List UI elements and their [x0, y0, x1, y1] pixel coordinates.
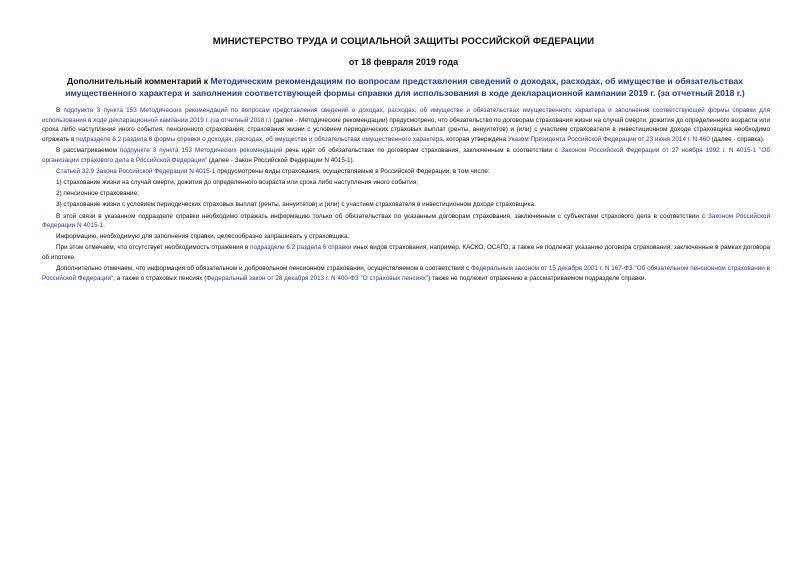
text: В рассматриваемом: [56, 146, 120, 154]
text: При этом отмечаем, что отсутствует необходимость отражения в: [56, 244, 251, 252]
list-item-3: 3) страхование жизни с условием периодических страховых выплат (ренты, аннуитетов) и (или) с участием страхователя в инвестиционном доходе страховщика.: [56, 201, 536, 209]
text: (далее - справка).: [709, 135, 765, 143]
list-item-2: 2) пенсионное страхование;: [56, 190, 139, 198]
link-law-4015-1-short[interactable]: Законом Российской Федерации N 4015-1: [42, 212, 770, 230]
text: предусмотрены виды страхования, осуществляемые в Российской Федерации, в том числе:: [215, 167, 490, 175]
paragraph-2: [42, 146, 770, 165]
link-federal-law-167-fz[interactable]: Федеральным законом от 15 декабря 2001 г. N 167-ФЗ "Об обязательном пенсионном страховании в Российской Федерации": [42, 265, 770, 282]
document-title: [60, 76, 750, 99]
paragraph-9: [42, 243, 770, 262]
text: , а также о страховых пенсиях (: [113, 274, 207, 282]
text: (далее - Методические рекомендации) предусмотрено, что обязательство по договорам страхования жизни на случай смерти, дожития до определенного возраста или срока либо наступления иного события; пенсионного страхования; страхования жизни с условием периодических страховых выплат (ренты, аннуитетов) и (или) с участием страхователя в инвестиционном доходе страховщика необходимо отражать в: [42, 116, 771, 143]
paragraph-7: [42, 212, 770, 231]
ministry-heading: МИНИСТЕРСТВО ТРУДА И СОЦИАЛЬНОЙ ЗАЩИТЫ РОССИЙСКОЙ ФЕДЕРАЦИИ: [212, 36, 595, 47]
paragraph-1: [42, 106, 770, 144]
paragraph-8: Информацию, необходимую для заполнения справки, целесообразно запрашивать у страховщика.: [56, 233, 350, 241]
list-item-1: 1) страхование жизни на случай смерти, дожития до определенного возраста или срока либо наступления иного события;: [56, 178, 419, 186]
document-date: от 18 февраля 2019 года: [348, 57, 459, 67]
text: Дополнительно отмечаем, что информация об обязательном и добровольном пенсионном страховании, осуществляемом в соответствии с: [56, 265, 472, 273]
title-prefix: Дополнительный комментарий к: [67, 76, 211, 86]
link-subsection-6-2[interactable]: подразделе 6.2 раздела 6 формы справки о доходах, расходах, об имуществе и обязательствах имущественного характера: [76, 135, 443, 143]
text: , которая утверждена: [442, 135, 508, 143]
document-body: [42, 106, 770, 283]
paragraph-10: [42, 264, 770, 283]
text: ) также не подлежит отражению в рассматриваемом подразделе справки.: [428, 274, 647, 282]
link-subparagraph-3-item-153-short[interactable]: подпункте 3 пункта 153 Методических рекомендаций: [119, 146, 283, 154]
paragraph-3: [42, 167, 770, 177]
link-subsection-6-2-reference[interactable]: подразделе 6.2 раздела 6 справки: [250, 244, 352, 252]
link-subparagraph-3-item-153[interactable]: подпункте 3 пункта 153 Методических рекомендаций по вопросам представления сведений о доходах, расходах, об имуществе и обязательствах имущественного характера и заполнения соответствующей формы справки для использования в ходе декларационной кампании 2019 г. (за отчетный 2018 г.): [42, 107, 770, 124]
text: (далее - Закон Российской Федерации N 4015-1).: [207, 156, 355, 164]
link-federal-law-400-fz[interactable]: Федеральный закон от 28 декабря 2013 г. N 400-ФЗ "О страховых пенсиях": [206, 274, 429, 282]
link-article-32-9[interactable]: Статьей 32.9 Закона Российской Федерации N 4015-1: [56, 167, 216, 175]
text: иных видов страхования, например, КАСКО, ОСАГО, а также не подлежат указанию договора страхования, заключенные в рамках договора об ипотеке.: [42, 244, 771, 262]
text: .: [103, 222, 105, 230]
text: В: [56, 107, 64, 114]
link-law-4015-1[interactable]: Законом Российской Федерации от 27 ноября 1992 г. N 4015-1 "Об организации страхового дела в Российской Федерации": [42, 146, 770, 164]
link-presidential-decree-460[interactable]: Указом Президента Российской Федерации от 23 июня 2014 г. N 460: [507, 135, 710, 143]
text: речь идет об обязательствах по договорам страхования, заключенным в соответствии с: [282, 146, 562, 154]
title-link-methodological-recommendations[interactable]: Методическим рекомендациям по вопросам представления сведений о доходах, расходах, об имуществе и обязательствах имущественного характера и заполнения соответствующей формы справки для использования в ходе декларационной кампании 2019 г. (за отчетный 2018 г.): [65, 76, 745, 98]
text: В этой связи в указанном подразделе справки необходимо отражать информацию только об обязательствах по указанным договорам страхования, заключенным с субъектами страхового дела в соответствии с: [56, 212, 708, 220]
